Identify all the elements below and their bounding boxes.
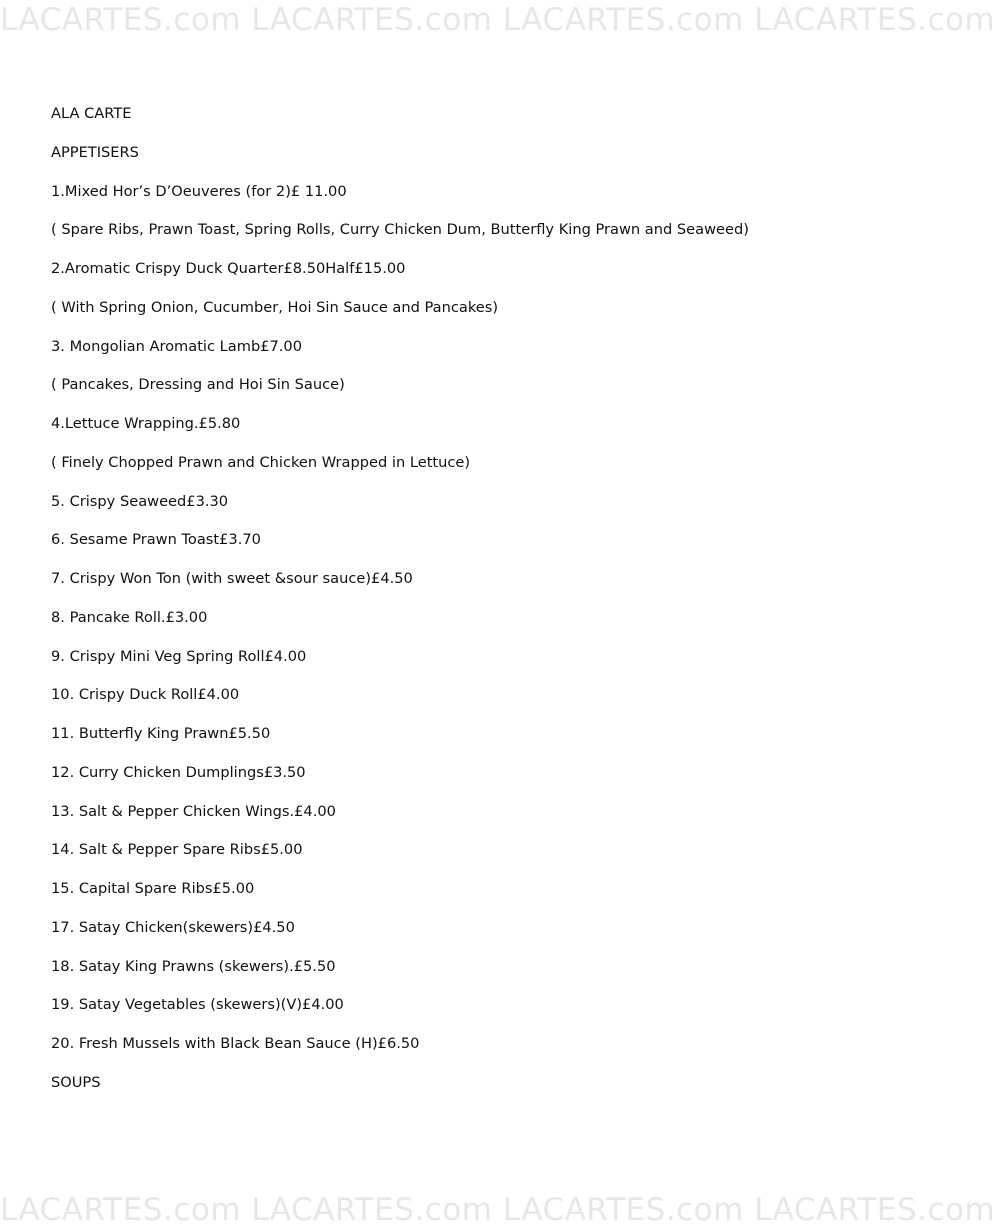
menu-item: 8. Pancake Roll.£3.00 (51, 608, 208, 626)
menu-item: 6. Sesame Prawn Toast£3.70 (51, 531, 261, 549)
menu-item: 1.Mixed Hor’s D’Oeuveres (for 2)£ 11.00 (51, 182, 347, 200)
menu-item: 20. Fresh Mussels with Black Bean Sauce (H)£6.50 (51, 1035, 420, 1052)
menu-item: 10. Crispy Duck Roll£4.00 (51, 686, 240, 704)
menu-item-description: ( Pancakes, Dressing and Hoi Sin Sauce) (51, 376, 345, 394)
menu-title: ALA CARTE (51, 105, 132, 122)
menu-item: 2.Aromatic Crispy Duck Quarter£8.50Half£15.00 (51, 260, 406, 277)
menu-list (51, 103, 749, 1111)
menu-item: 15. Capital Spare Ribs£5.00 (51, 880, 255, 897)
menu-item-description: ( With Spring Onion, Cucumber, Hoi Sin Sauce and Pancakes) (51, 298, 499, 316)
menu-item: 9. Crispy Mini Veg Spring Roll£4.00 (51, 647, 307, 665)
menu-item: 7. Crispy Won Ton (with sweet &sour sauce)£4.50 (51, 570, 413, 587)
menu-item-description: ( Spare Ribs, Prawn Toast, Spring Rolls, Curry Chicken Dum, Butterfly King Prawn and Seaweed) (51, 221, 749, 239)
menu-item: 11. Butterfly King Prawn£5.50 (51, 725, 271, 742)
watermark-top: LACARTES.com LACARTES.com LACARTES.com LACARTES.com (0, 2, 995, 38)
menu-item: 17. Satay Chicken(skewers)£4.50 (51, 918, 295, 936)
menu-item: 5. Crispy Seaweed£3.30 (51, 492, 229, 510)
menu-item: 12. Curry Chicken Dumplings£3.50 (51, 763, 306, 781)
menu-item: 19. Satay Vegetables (skewers)(V)£4.00 (51, 996, 344, 1014)
menu-item: 4.Lettuce Wrapping.£5.80 (51, 415, 241, 432)
section-heading-soups: SOUPS (51, 1073, 101, 1091)
menu-item: 14. Salt & Pepper Spare Ribs£5.00 (51, 841, 303, 859)
watermark-bottom: LACARTES.com LACARTES.com LACARTES.com LACARTES.com (0, 1192, 995, 1228)
menu-item: 13. Salt & Pepper Chicken Wings.£4.00 (51, 802, 336, 820)
menu-item-description: ( Finely Chopped Prawn and Chicken Wrapped in Lettuce) (51, 453, 471, 471)
menu-item: 3. Mongolian Aromatic Lamb£7.00 (51, 337, 302, 355)
section-heading-appetisers: APPETISERS (51, 143, 139, 161)
menu-item: 18. Satay King Prawns (skewers).£5.50 (51, 957, 336, 975)
